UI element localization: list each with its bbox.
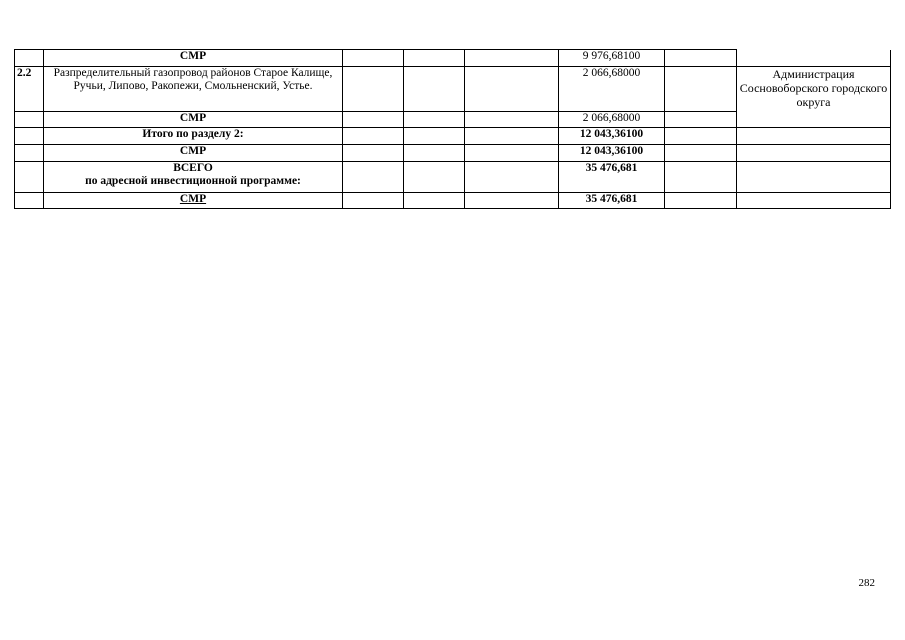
index-cell	[15, 145, 44, 162]
item-name-cell: СМР	[44, 50, 343, 67]
amount-cell: 2 066,68000	[559, 112, 665, 128]
amount-cell: 9 976,68100	[559, 50, 665, 67]
index-cell	[15, 193, 44, 209]
item-name-cell: СМР	[44, 193, 343, 209]
amount-cell: 35 476,681	[559, 162, 665, 193]
index-cell	[15, 162, 44, 193]
table-row	[15, 193, 891, 209]
table-row	[15, 128, 891, 145]
item-name-cell: СМР	[44, 145, 343, 162]
investment-program-table	[14, 49, 891, 209]
table-row	[15, 145, 891, 162]
amount-cell: 12 043,36100	[559, 128, 665, 145]
page-number: 282	[858, 577, 875, 589]
table-row	[15, 162, 891, 193]
item-name-cell: Разпределительный газопровод районов Старое Калище, Ручьи, Липово, Ракопежи, Смольненский, Устье.	[44, 67, 343, 112]
index-cell	[15, 50, 44, 67]
item-name-cell: СМР	[44, 112, 343, 128]
table-row	[15, 50, 891, 67]
table-row	[15, 67, 891, 112]
index-cell	[15, 128, 44, 145]
index-cell	[15, 112, 44, 128]
amount-cell: 2 066,68000	[559, 67, 665, 112]
administration-cell: Администрация Сосновоборского городского округа	[737, 67, 891, 128]
grand-total-label: ВСЕГО по адресной инвестиционной программе:	[44, 162, 343, 193]
amount-cell: 35 476,681	[559, 193, 665, 209]
index-cell: 2.2	[15, 67, 44, 112]
amount-cell: 12 043,36100	[559, 145, 665, 162]
section-total-label: Итого по разделу 2:	[44, 128, 343, 145]
